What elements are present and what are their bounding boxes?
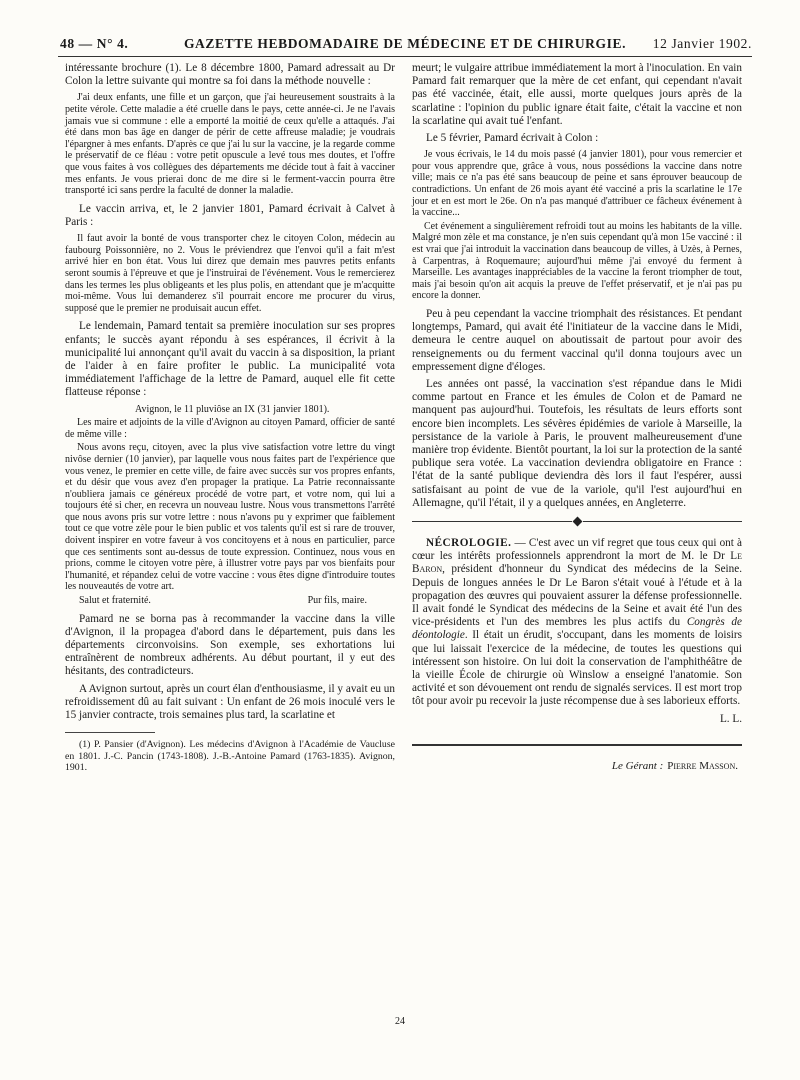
quote-text: Je vous écrivais, le 14 du mois passé (4 janvier 1801), pour vous remercier et pour vous apprendre que, grâce à vous, nous possédions la vaccine dans notre ville; mais ce n'a pas été sans beaucoup de peine et sans éprouver beaucoup de contradictions. Un enfant de 26 mois ayant été vacciné a pris la scarlatine le 17e jour et en est mort le 26e. On n'a pas manqué d'attribuer ce fâcheux événement à la vaccine... — [412, 149, 742, 219]
paragraph: Les années ont passé, la vaccination s'est répandue dans le Midi comme partout en France et les émules de Colon et de Pamard ne manquent pas aujourd'hui. Toutefois, les résultats de leurs efforts sont encore bien incomplets. Les sévères épidémies de variole à Marseille, la persistance de la variole à Paris, le prouvent malheureusement d'une manière trop évidente. Bientôt pourtant, la loi sur la protection de la santé publique sera votée. La vaccination deviendra obligatoire en France : l'état de la santé publique deviendra dès lors il faut l'espérer, aussi satisfaisant au point de vue de la variole, qu'il l'est aujourd'hui en Allemagne, qu'il l'était, il y a quelques années, en Angleterre. — [412, 377, 742, 509]
footnote: (1) P. Pansier (d'Avignon). Les médecins d'Avignon à l'Académie de Vaucluse en 1801. J.-C. Pancin (1743-1808). J.-B.-Antoine Pamard (1763-1835). Avignon, 1901. — [65, 739, 395, 774]
paragraph: intéressante brochure (1). Le 8 décembre 1800, Pamard adressait au Dr Colon la lettre suivante qui montre sa foi dans la méthode nouvelle : — [65, 62, 395, 88]
necrology-text: — C'est avec un vif regret que tous ceux qui ont à cœur les intérêts professionnels apprendront la mort de M. le Dr — [412, 536, 742, 563]
letter-quote — [65, 92, 395, 196]
closing-rule — [412, 744, 742, 746]
section-ornament — [412, 518, 742, 525]
quote-text: Nous avons reçu, citoyen, avec la plus vive satisfaction votre lettre du vingt nivôse dernier (10 janvier), par laquelle vous nous faites part de l'expérience que vous venez, le premier en cette ville, de faire avec succès sur vos propres enfants, et du désir que vous avez d'en propager la pratique. La Patrie reconnaissante n'oubliera jamais ce généreux procédé de votre part, et votre nom, qui lui a toujours été si cher, en recevra un nouveau lustre. Nous vous transmettons l'arrêté que nous avons pris sur votre lettre : nous n'avons pu y exprimer que faiblement tout ce que votre zèle pour le bien public et vos talents qu'il est si rare de trouver, doivent inspirer en votre faveur à vos concitoyens et à nous en particulier, parce que ces sentiments sont au-dessus de toute expression. Continuez, nous vous en prions, comme le citoyen votre père, à illustrer votre pays par vos bienfaits pour l'humanité, et répandez celui de votre vaccine : vous êtes digne d'introduire toutes les nouveautés de votre art. — [65, 442, 395, 593]
quote-text: Cet événement a singulièrement refroidi tout au moins les habitants de la ville. Malgré mon zèle et ma constance, je n'en suis cependant qu'à mon 15e vacciné : il est vrai que j'ai introduit la vaccination dans beaucoup de villes, à Uzès, à Pernes, à Carpentras, à Roquemaure; aujourd'hui même j'ai envoyé du ferment à Marseille. Les avantages inappréciables de la vaccine la feront triompher de tout, mais j'ai besoin qu'on ait acquis la preuve de l'effet préservatif, et je n'ai pas pu encore la donner. — [412, 220, 742, 302]
paragraph: Pamard ne se borna pas à recommander la vaccine dans la ville d'Avignon, il la propagea d'abord dans le département, puis dans les départements circonvoisins. Son exemple, ses exhortations lui entraînèrent de nombreux adhérents. Au début pourtant, il y eut des hésitants, des contradicteurs. — [65, 612, 395, 678]
header-issue: 48 — N° 4. — [60, 36, 129, 51]
quote-text: J'ai deux enfants, une fille et un garçon, que j'ai heureusement soustraits à la petite vérole. Cette maladie a été cruelle dans le pays, cette année-ci. Je ne l'avais jamais vue si commune : elle a emporté la moitié de ceux qu'elle a attaqués. J'ai été dans mon bas âge en danger de périr de cette affreuse maladie; je voudrais l'épargner à mes enfants. D'après ce que j'ai lu sur la vaccine, je la regarde comme le préservatif de ce fléau : votre petit opuscule a levé tous mes doutes, et l'offre que vous faites à vos collègues des départements me décide tout à fait à vacciner mes enfants. Je vous prierai donc de me dire si le ferment-vaccin pourra être transporté ici sans perdre la faculté de donner la maladie. — [65, 92, 395, 197]
signature-salutation: Salut et fraternité. — [79, 595, 151, 607]
necrology-text: , président d'honneur du Syndicat des médecins de la Seine. Depuis de longues années le Dr Le Baron s'était voué à l'étude et à la propagation des œuvres qui pouvaient assurer la défense professionnelle. Il avait fondé le Syndicat des médecins de la Seine et avait été l'un des vice-présidents et l'un des membres les plus actifs du — [412, 563, 742, 629]
header-date: 12 Janvier 1902. — [652, 36, 752, 51]
letter-dateline: Avignon, le 11 pluviôse an IX (31 janvier 1801). — [135, 403, 330, 415]
page-number: 24 — [395, 1016, 405, 1027]
necrology-italic: Congrès de déontologie — [412, 616, 742, 642]
footnote-divider — [65, 732, 155, 733]
quote-text: Les maire et adjoints de la ville d'Avignon au citoyen Pamard, officier de santé de même ville : — [65, 417, 395, 440]
ornament-line — [583, 521, 743, 522]
paragraph: meurt; le vulgaire attribue immédiatement la mort à l'inoculation. En vain Pamard fait remarquer que la mère de cet enfant, qui cependant n'avait pas été vaccinée, était, elle aussi, morte quelques jours après de la scarlatine : l'opinion du public ignare était faite, c'était la vaccine et non la scarlatine qui avait tué l'enfant. — [412, 62, 742, 127]
paragraph: Le 5 février, Pamard écrivait à Colon : — [426, 132, 599, 145]
left-column — [65, 62, 395, 778]
paragraph: Peu à peu cependant la vaccine triomphait des résistances. Et pendant longtemps, Pamard, qui avait été l'initiateur de la vaccine dans le Midi, demeura le centre auquel on aboutissait de partout pour avoir des renseignements ou du ferment vaccinal qu'il donna toujours avec un empressement digne d'éloges. — [412, 307, 742, 373]
necrology-text: . Il était un érudit, s'occupant, dans les moments de loisirs que lui laissait l'exercice de la médecine, de toutes les questions qui intéressent son histoire. On lui doit la conservation de l'amphithéâtre de la vieille École de chirurgie où Winslow a enseigné l'anatomie. Son activité et son dévouement ont rendu de signalés services. Il est mort trop tôt pour avoir pu recevoir la juste récompense due à ses laborieux efforts. — [412, 629, 742, 708]
header-journal-title: GAZETTE HEBDOMADAIRE DE MÉDECINE ET DE CHIRURGIE. — [183, 36, 627, 51]
paragraph: Le vaccin arriva, et, le 2 janvier 1801, Pamard écrivait à Calvet à Paris : — [65, 202, 395, 228]
running-header — [58, 30, 752, 57]
necrology-paragraph — [412, 537, 742, 709]
gerant-label: Le Gérant : — [611, 759, 664, 772]
paragraph: A Avignon surtout, après un court élan d'enthousiasme, il y avait eu un refroidissement dû au fait suivant : Un enfant de 26 mois inoculé vers le 15 janvier contracte, trois semaines plus tard, la scarlatine et — [65, 682, 395, 722]
quote-text: Il faut avoir la bonté de vous transporter chez le citoyen Colon, médecin au faubourg Poissonnière, no 2. Vous le préviendrez que l'envoi qu'il a fait m'est arrivé hier en bon état. Vous lui direz que demain mes pauvres petits enfants seront soumis à l'épreuve et que je l'instruirai de l'événement. Vous le remercierez dans les termes les plus obligeants et les plus polis, en attendant que je m'acquitte moi-même. Vous lui demanderez s'il pourrait encore me procurer du virus, supposé que le premier ne produisait aucun effet. — [65, 233, 395, 314]
paragraph: Le lendemain, Pamard tentait sa première inoculation sur ses propres enfants; le succès ayant répondu à ses espérances, il écrivit à la municipalité lui annonçant qu'il avait du vaccin à sa disposition, la priant de l'aider à en faire profiter le public. La municipalité vota immédiatement l'affichage de la lettre de Pamard, auquel elle fit cette flatteuse réponse : — [65, 320, 395, 399]
ornament-line — [412, 521, 572, 522]
signature-name: Pur fils, maire. — [307, 595, 367, 607]
ornament-diamond-icon — [572, 517, 582, 527]
gerant-name: Pierre Masson. — [667, 759, 738, 772]
letter-signature — [65, 595, 395, 607]
author-initials: L. L. — [719, 712, 742, 725]
municipal-letter — [65, 404, 395, 607]
right-column — [412, 62, 742, 777]
necrology-title: NÉCROLOGIE. — [426, 536, 512, 549]
necrology-name: Le Baron — [412, 550, 742, 576]
letter-quote — [412, 149, 742, 302]
letter-quote — [65, 233, 395, 314]
publisher-line — [412, 760, 742, 773]
